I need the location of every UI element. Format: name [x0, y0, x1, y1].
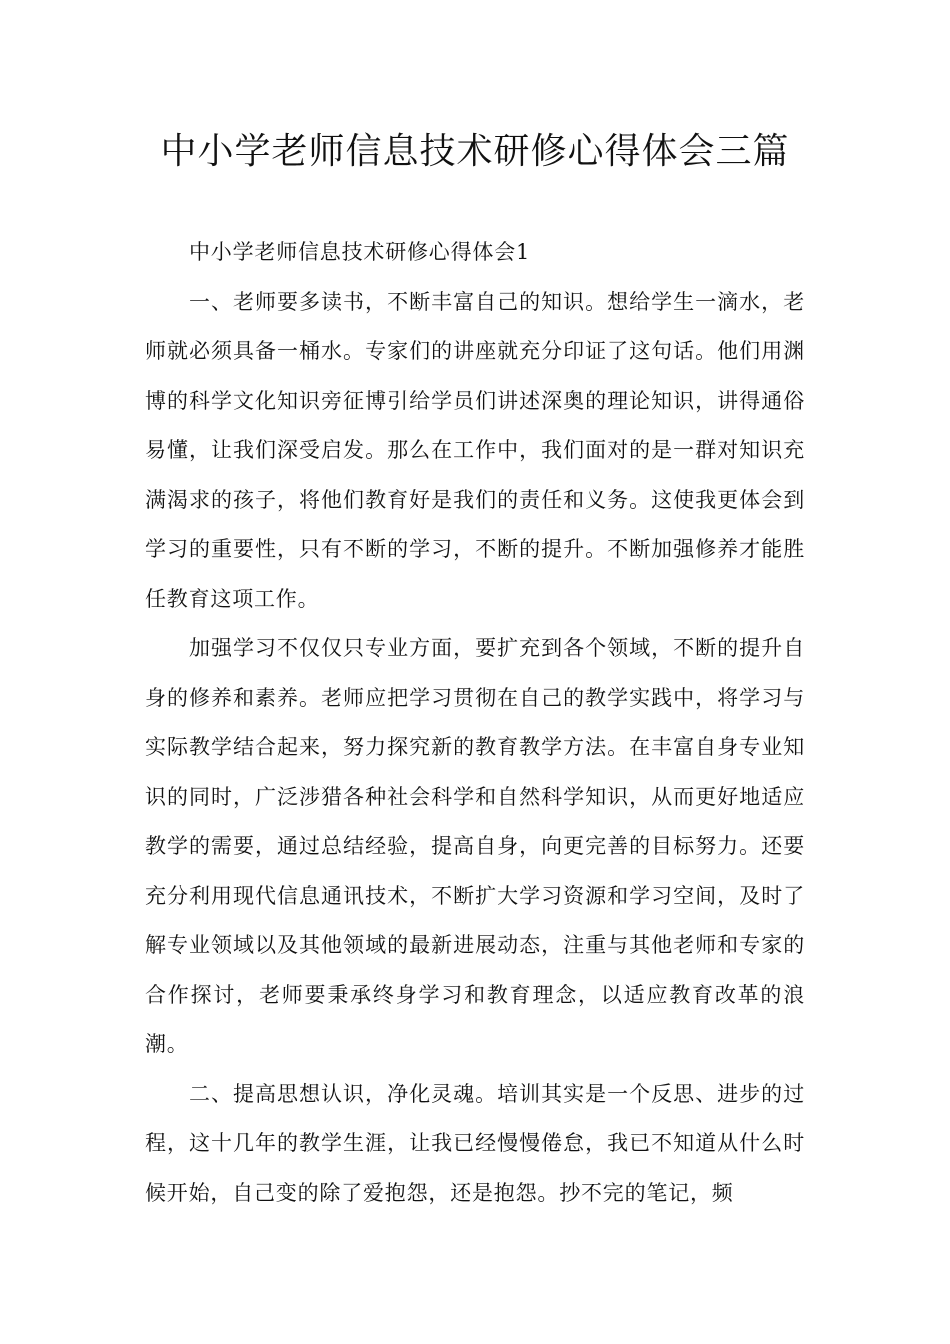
- document-title: 中小学老师信息技术研修心得体会三篇: [160, 131, 790, 172]
- paragraph-3: 二、提高思想认识，净化灵魂。培训其实是一个反思、进步的过程，这十几年的教学生涯，让我已经慢慢倦怠，我已不知道从什么时候开始，自己变的除了爱抱怨，还是抱怨。抄不完的笔记，频: [145, 1081, 805, 1205]
- document-body: [145, 228, 805, 1218]
- paragraph-1: 一、老师要多读书，不断丰富自己的知识。想给学生一滴水，老师就必须具备一桶水。专家们的讲座就充分印证了这句话。他们用渊博的科学文化知识旁征博引给学员们讲述深奥的理论知识，讲得通俗易懂，让我们深受启发。那么在工作中，我们面对的是一群对知识充满渴求的孩子，将他们教育好是我们的责任和义务。这使我更体会到学习的重要性，只有不断的学习，不断的提升。不断加强修养才能胜任教育这项工作。: [145, 289, 805, 611]
- section-heading: 中小学老师信息技术研修心得体会1: [189, 240, 531, 264]
- paragraph-2: 加强学习不仅仅只专业方面，要扩充到各个领域，不断的提升自身的修养和素养。老师应把学习贯彻在自己的教学实践中，将学习与实际教学结合起来，努力探究新的教育教学方法。在丰富自身专业知识的同时，广泛涉猎各种社会科学和自然科学知识，从而更好地适应教学的需要，通过总结经验，提高自身，向更完善的目标努力。还要充分利用现代信息通讯技术，不断扩大学习资源和学习空间，及时了解专业领域以及其他领域的最新进展动态，注重与其他老师和专家的合作探讨，老师要秉承终身学习和教育理念，以适应教育改革的浪潮。: [145, 636, 805, 1056]
